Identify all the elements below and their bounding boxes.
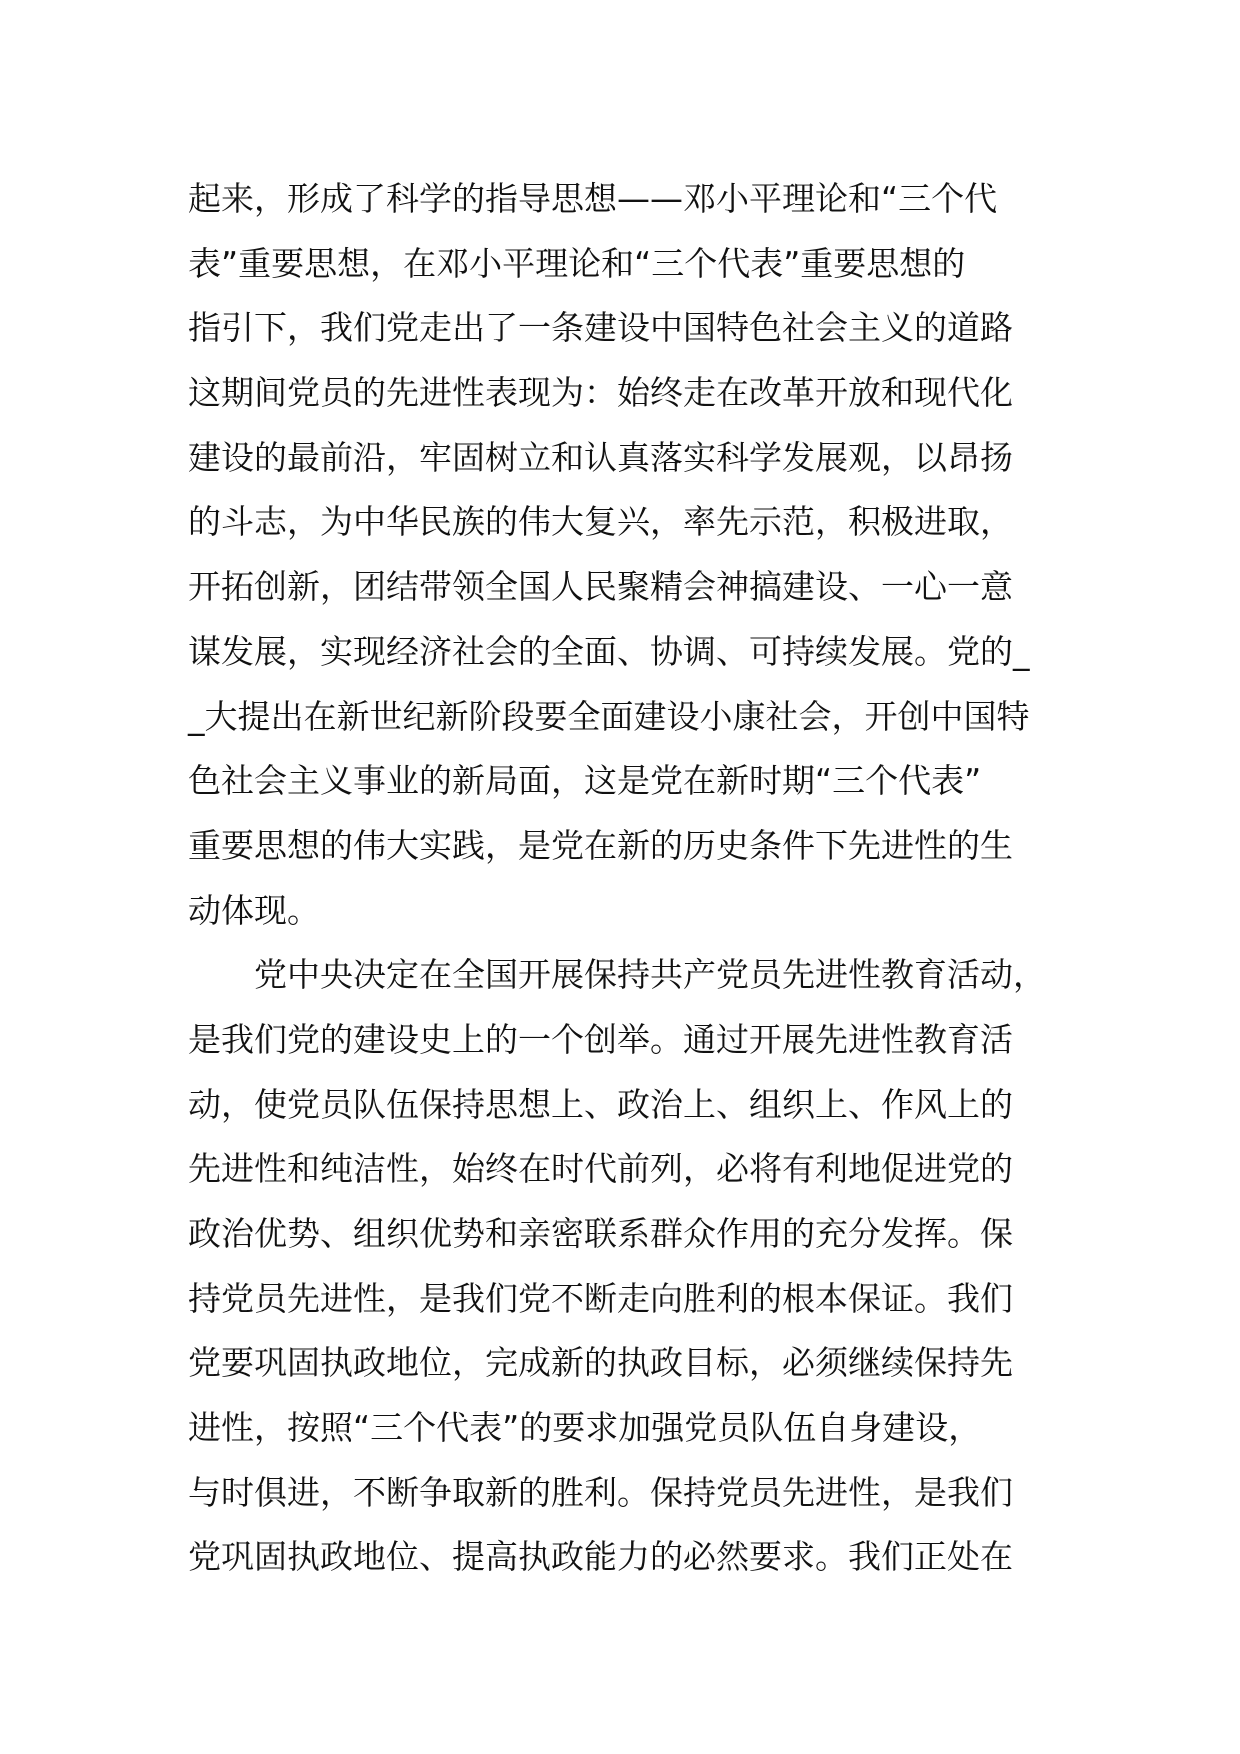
text-line: 建设的最前沿，牢固树立和认真落实科学发展观，以昂扬 [188,437,1013,477]
text-line: 动，使党员队伍保持思想上、政治上、组织上、作风上的 [188,1084,1013,1124]
text-line: _大提出在新世纪新阶段要全面建设小康社会，开创中国特 [188,696,1030,736]
body-text [188,167,1088,1590]
text-line: 是我们党的建设史上的一个创举。通过开展先进性教育活 [188,1019,1013,1059]
text-line: 重要思想的伟大实践，是党在新的历史条件下先进性的生 [188,825,1013,865]
text-line: 动体现。 [188,890,320,930]
text-line: 党要巩固执政地位，完成新的执政目标，必须继续保持先 [188,1343,1013,1383]
text-line: 进性，按照“三个代表”的要求加强党员队伍自身建设， [188,1408,982,1448]
text-line: 表”重要思想，在邓小平理论和“三个代表”重要思想的 [188,243,966,283]
text-line: 谋发展，实现经济社会的全面、协调、可持续发展。党的_ [188,631,1030,671]
paragraph-first-line: 党中央决定在全国开展保持共产党员先进性教育活动， [254,955,1046,995]
text-line: 持党员先进性，是我们党不断走向胜利的根本保证。我们 [188,1278,1013,1318]
text-line: 与时俱进，不断争取新的胜利。保持党员先进性，是我们 [188,1472,1013,1512]
text-line: 指引下，我们党走出了一条建设中国特色社会主义的道路 [188,308,1013,348]
text-line: 开拓创新，团结带领全国人民聚精会神搞建设、一心一意 [188,567,1013,607]
text-line: 色社会主义事业的新局面，这是党在新时期“三个代表” [188,761,982,801]
text-line: 政治优势、组织优势和亲密联系群众作用的充分发挥。保 [188,1214,1013,1253]
text-line: 党巩固执政地位、提高执政能力的必然要求。我们正处在 [188,1537,1013,1577]
text-line: 的斗志，为中华民族的伟大复兴，率先示范，积极进取， [188,502,1013,542]
text-line: 这期间党员的先进性表现为：始终走在改革开放和现代化 [188,373,1013,413]
text-line: 先进性和纯洁性，始终在时代前列，必将有利地促进党的 [188,1149,1013,1189]
text-line: 起来，形成了科学的指导思想——邓小平理论和“三个代 [188,179,998,218]
